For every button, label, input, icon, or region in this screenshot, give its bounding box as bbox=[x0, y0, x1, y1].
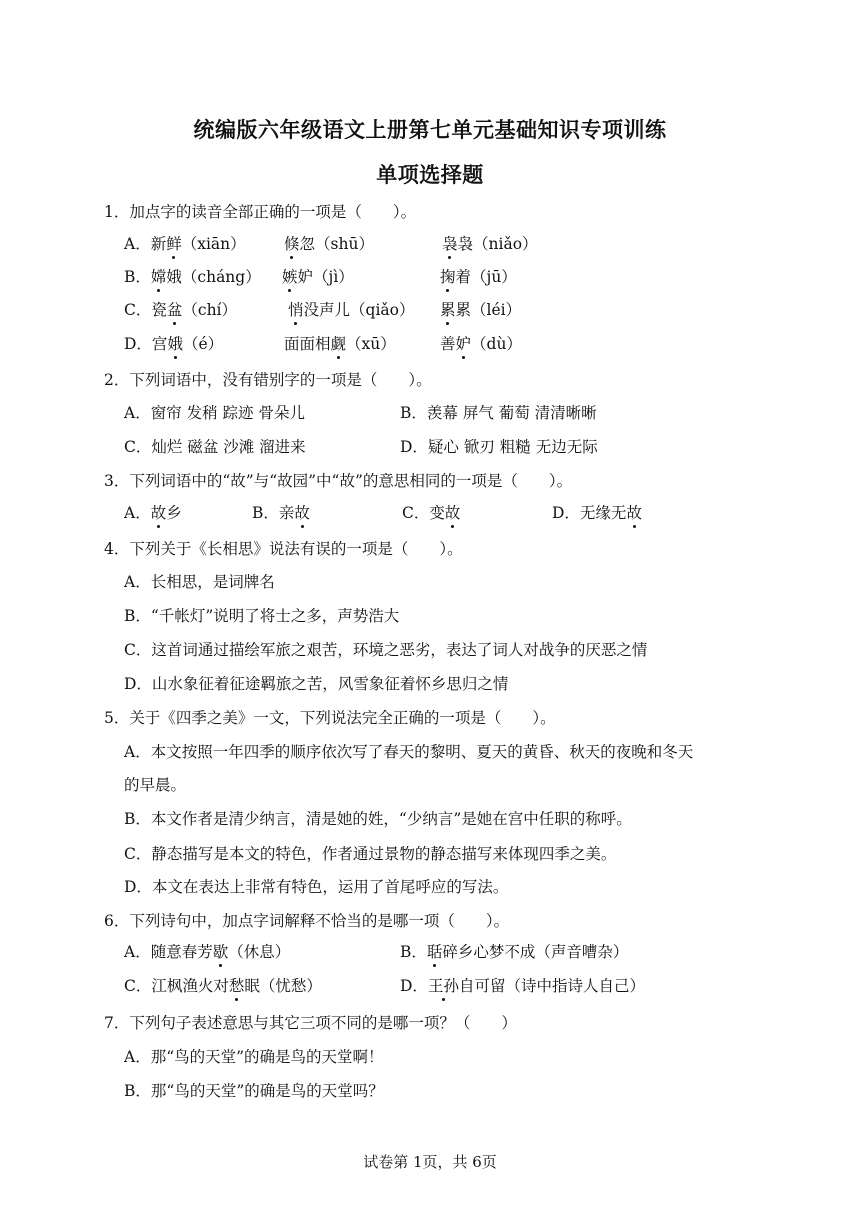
question-stem: 4．下列关于《长相思》说法有误的一项是（ ）。 bbox=[104, 540, 463, 558]
option-line: A．新鲜（xiān） bbox=[124, 235, 246, 253]
option-line: B．聒碎乡心梦不成（声音嘈杂） bbox=[400, 943, 629, 961]
option-line: C．这首词通过描绘军旅之艰苦，环境之恶劣，表达了词人对战争的厌恶之情 bbox=[124, 641, 648, 659]
option-line: A．长相思，是词牌名 bbox=[124, 573, 275, 591]
option-line: C．江枫渔火对愁眠（忧愁） bbox=[124, 977, 322, 995]
option-line: D．王孙自可留（诗中指诗人自己） bbox=[400, 977, 645, 995]
option-line: A．窗帘 发稍 踪迹 骨朵儿 bbox=[124, 404, 305, 422]
option-line: D．无缘无故 bbox=[552, 504, 642, 522]
question-stem: 7．下列句子表述意思与其它三项不同的是哪一项？（ ） bbox=[104, 1014, 517, 1032]
option-line: C．变故 bbox=[402, 504, 461, 522]
option-line: B．亲故 bbox=[252, 504, 310, 522]
option-line: C．灿烂 磁盆 沙滩 溜进来 bbox=[124, 438, 306, 456]
option-line: A．随意春芳歇（休息） bbox=[124, 943, 291, 961]
page-title: 统编版六年级语文上册第七单元基础知识专项训练 bbox=[193, 118, 667, 142]
option-line: A．那“鸟的天堂”的确是鸟的天堂啊！ bbox=[124, 1048, 384, 1066]
question-stem: 6．下列诗句中，加点字词解释不恰当的是哪一项（ ）。 bbox=[104, 912, 510, 930]
option-line: D．本文在表达上非常有特色，运用了首尾呼应的写法。 bbox=[124, 878, 509, 896]
option-line: B．那“鸟的天堂”的确是鸟的天堂吗？ bbox=[124, 1082, 384, 1100]
question-stem: 1．加点字的读音全部正确的一项是（ ）。 bbox=[104, 203, 417, 221]
option-line: B．“千帐灯”说明了将士之多，声势浩大 bbox=[124, 607, 400, 625]
option-line: C．瓷盆（chí） bbox=[124, 301, 238, 319]
option-line: 倏忽（shū） bbox=[284, 235, 374, 253]
option-line: 累累（léi） bbox=[440, 301, 522, 319]
option-line: D．疑心 锨刃 粗糙 无边无际 bbox=[400, 438, 598, 456]
option-line: 面面相觑（xū） bbox=[284, 335, 396, 353]
option-line: 嫉妒（jì） bbox=[282, 268, 354, 286]
option-line: A．故乡 bbox=[124, 504, 182, 522]
option-line: 掬着（jū） bbox=[440, 268, 517, 286]
option-line: 袅袅（niǎo） bbox=[442, 235, 538, 253]
question-stem: 3．下列词语中的“故”与“故园”中“故”的意思相同的一项是（ ）。 bbox=[104, 472, 573, 490]
option-line: C．静态描写是本文的特色，作者通过景物的静态描写来体现四季之美。 bbox=[124, 845, 617, 863]
option-line: A．本文按照一年四季的顺序依次写了春天的黎明、夏天的黄昏、秋天的夜晚和冬天 bbox=[124, 743, 694, 761]
question-stem: 2．下列词语中，没有错别字的一项是（ ）。 bbox=[104, 371, 432, 389]
option-line: B．嫦娥（cháng） bbox=[124, 268, 261, 286]
page-footer: 试卷第 1页，共 6页 bbox=[363, 1153, 497, 1171]
option-line: D．山水象征着征途羁旅之苦，风雪象征着怀乡思归之情 bbox=[124, 675, 509, 693]
option-line: 善妒（dù） bbox=[440, 335, 522, 353]
question-stem: 5．关于《四季之美》一文，下列说法完全正确的一项是（ ）。 bbox=[104, 709, 556, 727]
option-line: 的早晨。 bbox=[124, 776, 187, 794]
option-line: D．宫娥（é） bbox=[124, 335, 224, 353]
option-line: B．本文作者是清少纳言，清是她的姓，“少纳言”是她在宫中任职的称呼。 bbox=[124, 810, 632, 828]
option-line: 悄没声儿（qiǎo） bbox=[288, 301, 415, 319]
option-line: B．羡幕 屏气 葡萄 清清晰晰 bbox=[400, 404, 597, 422]
section-title: 单项选择题 bbox=[376, 163, 484, 187]
